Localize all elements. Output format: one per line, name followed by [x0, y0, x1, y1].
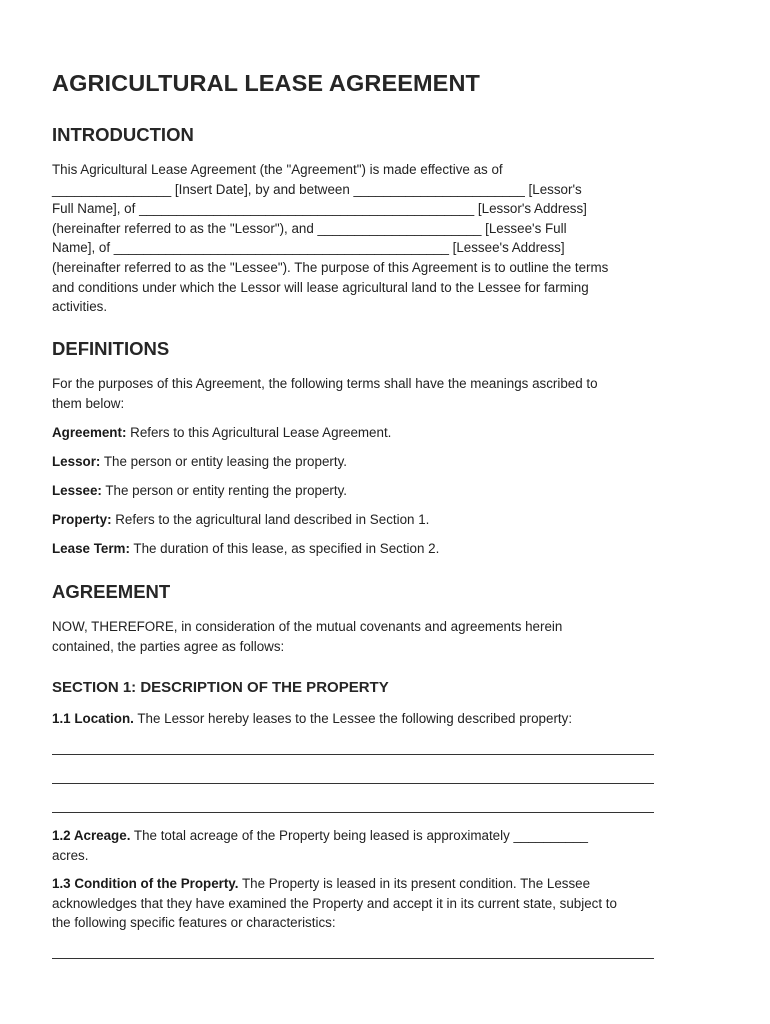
definition-text: Refers to the agricultural land described in Section 1.	[111, 512, 430, 527]
agreement-heading: AGREEMENT	[52, 581, 171, 602]
clause-text: the following specific features or characteristics:	[52, 915, 336, 931]
fill-in-blank-line[interactable]	[52, 812, 654, 813]
clause-text: acknowledges that they have examined the Property and accept it in its current state, subject to	[52, 895, 617, 911]
definition-item-property	[52, 510, 429, 530]
introduction-line: and conditions under which the Lessor will lease agricultural land to the Lessee for farming	[52, 279, 589, 295]
definitions-heading: DEFINITIONS	[52, 338, 170, 359]
clause-text: The Property is leased in its present condition. The Lessee	[238, 876, 591, 891]
definition-item-lease-term	[52, 539, 439, 559]
definition-term: Lessee:	[52, 483, 102, 498]
section-1-3-condition	[52, 874, 617, 933]
clause-number: 1.2 Acreage.	[52, 828, 131, 843]
clause-text: acres.	[52, 847, 89, 863]
introduction-line: (hereinafter referred to as the "Lessor"), and ______________________ [Lessee's Full	[52, 220, 567, 236]
definition-text: The person or entity renting the property.	[101, 483, 348, 498]
definition-item-lessor	[52, 452, 347, 472]
fill-in-blank-line[interactable]	[52, 754, 654, 755]
document-title: AGRICULTURAL LEASE AGREEMENT	[52, 70, 480, 96]
definition-text: Refers to this Agricultural Lease Agreement.	[126, 425, 392, 440]
definition-term: Lessor:	[52, 454, 101, 469]
definition-item-agreement	[52, 423, 391, 443]
section-1-1-location	[52, 709, 572, 729]
agreement-line: NOW, THEREFORE, in consideration of the mutual covenants and agreements herein	[52, 619, 563, 634]
definition-term: Lease Term:	[52, 541, 130, 556]
definitions-intro	[52, 374, 598, 413]
definitions-intro-line: For the purposes of this Agreement, the following terms shall have the meanings ascribed to	[52, 376, 598, 391]
fill-in-blank-line[interactable]	[52, 783, 654, 784]
clause-text: The Lessor hereby leases to the Lessee the following described property:	[133, 711, 573, 726]
introduction-line: Name], of _____________________________________________ [Lessee's Address]	[52, 240, 565, 256]
introduction-paragraph	[52, 160, 608, 317]
definition-text: The person or entity leasing the property.	[100, 454, 348, 469]
introduction-line: ________________ [Insert Date], by and between _______________________ [Lessor's	[52, 181, 582, 197]
section-1-heading: SECTION 1: DESCRIPTION OF THE PROPERTY	[52, 679, 389, 696]
introduction-heading: INTRODUCTION	[52, 124, 194, 145]
clause-text: The total acreage of the Property being leased is approximately __________	[130, 828, 588, 843]
fill-in-blank-line[interactable]	[52, 958, 654, 959]
introduction-line: Full Name], of _____________________________________________ [Lessor's Address]	[52, 201, 587, 217]
introduction-line: This Agricultural Lease Agreement (the "Agreement") is made effective as of	[52, 162, 503, 177]
definitions-intro-line: them below:	[52, 395, 125, 411]
clause-number: 1.1 Location.	[52, 711, 134, 726]
clause-number: 1.3 Condition of the Property.	[52, 876, 239, 891]
introduction-line: (hereinafter referred to as the "Lessee"). The purpose of this Agreement is to outline the terms	[52, 259, 609, 275]
agreement-paragraph	[52, 617, 562, 656]
definition-term: Property:	[52, 512, 112, 527]
section-1-2-acreage	[52, 826, 588, 865]
definition-item-lessee	[52, 481, 347, 501]
definition-text: The duration of this lease, as specified in Section 2.	[129, 541, 440, 556]
agreement-line: contained, the parties agree as follows:	[52, 638, 285, 654]
introduction-line: activities.	[52, 299, 108, 315]
definition-term: Agreement:	[52, 425, 127, 440]
